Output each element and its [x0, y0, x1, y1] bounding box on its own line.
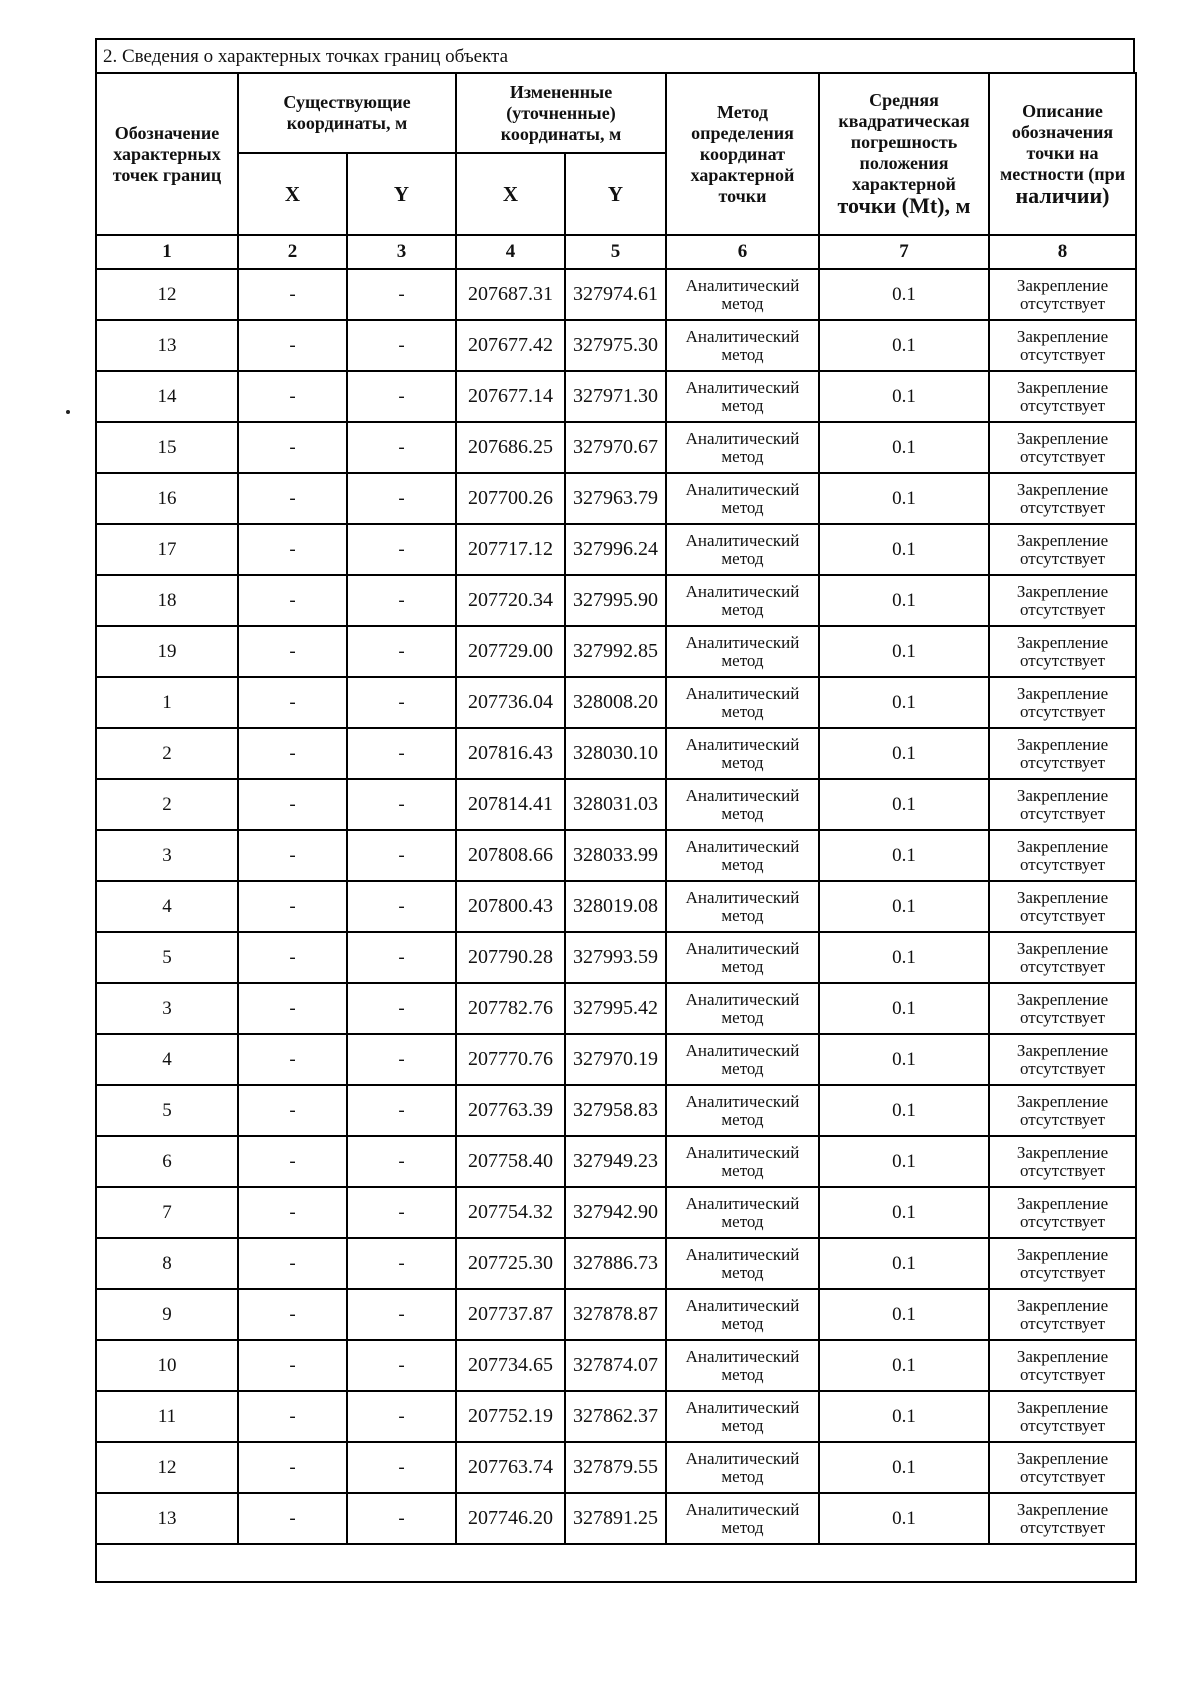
existing-x-cell: - [238, 422, 347, 473]
changed-y-cell: 328031.03 [565, 779, 666, 830]
changed-x-cell: 207790.28 [456, 932, 565, 983]
boundary-points-table-wrapper [95, 38, 1135, 1583]
mean-error-cell: 0.1 [819, 1187, 989, 1238]
existing-y-cell: - [347, 371, 456, 422]
table-row [96, 1238, 1136, 1289]
description-cell: Закрепление отсутствует [989, 881, 1136, 932]
column-number: 2 [238, 235, 347, 269]
changed-x-cell: 207808.66 [456, 830, 565, 881]
description-cell: Закрепление отсутствует [989, 320, 1136, 371]
changed-x-cell: 207758.40 [456, 1136, 565, 1187]
description-cell: Закрепление отсутствует [989, 1289, 1136, 1340]
existing-y-cell: - [347, 422, 456, 473]
method-cell: Аналитический метод [666, 1289, 819, 1340]
changed-x-cell: 207720.34 [456, 575, 565, 626]
description-cell: Закрепление отсутствует [989, 1034, 1136, 1085]
changed-y-cell: 327862.37 [565, 1391, 666, 1442]
method-cell: Аналитический метод [666, 1238, 819, 1289]
method-cell: Аналитический метод [666, 1442, 819, 1493]
method-cell: Аналитический метод [666, 626, 819, 677]
column-number: 5 [565, 235, 666, 269]
header-existing-y: Y [347, 153, 456, 235]
description-cell: Закрепление отсутствует [989, 983, 1136, 1034]
changed-x-cell: 207770.76 [456, 1034, 565, 1085]
existing-y-cell: - [347, 269, 456, 320]
existing-y-cell: - [347, 575, 456, 626]
point-number-cell: 15 [96, 422, 238, 473]
description-cell: Закрепление отсутствует [989, 626, 1136, 677]
changed-y-cell: 328019.08 [565, 881, 666, 932]
table-row [96, 1085, 1136, 1136]
changed-y-cell: 327886.73 [565, 1238, 666, 1289]
changed-x-cell: 207816.43 [456, 728, 565, 779]
mean-error-cell: 0.1 [819, 1136, 989, 1187]
point-number-cell: 7 [96, 1187, 238, 1238]
existing-y-cell: - [347, 1085, 456, 1136]
mean-error-cell: 0.1 [819, 779, 989, 830]
mean-error-cell: 0.1 [819, 1340, 989, 1391]
method-cell: Аналитический метод [666, 1493, 819, 1544]
changed-y-cell: 327995.90 [565, 575, 666, 626]
changed-y-cell: 327993.59 [565, 932, 666, 983]
existing-x-cell: - [238, 1238, 347, 1289]
mean-error-cell: 0.1 [819, 473, 989, 524]
existing-x-cell: - [238, 1442, 347, 1493]
method-cell: Аналитический метод [666, 269, 819, 320]
description-cell: Закрепление отсутствует [989, 1442, 1136, 1493]
mean-error-cell: 0.1 [819, 932, 989, 983]
changed-y-cell: 327963.79 [565, 473, 666, 524]
existing-y-cell: - [347, 1391, 456, 1442]
table-row [96, 1442, 1136, 1493]
existing-x-cell: - [238, 677, 347, 728]
changed-y-cell: 327879.55 [565, 1442, 666, 1493]
column-number: 3 [347, 235, 456, 269]
table-row [96, 1187, 1136, 1238]
existing-y-cell: - [347, 881, 456, 932]
changed-x-cell: 207677.42 [456, 320, 565, 371]
mean-error-cell: 0.1 [819, 677, 989, 728]
description-cell: Закрепление отсутствует [989, 728, 1136, 779]
existing-x-cell: - [238, 881, 347, 932]
header-point-designation: Обозначение характерных точек границ [96, 73, 238, 235]
changed-x-cell: 207677.14 [456, 371, 565, 422]
changed-x-cell: 207700.26 [456, 473, 565, 524]
table-row [96, 881, 1136, 932]
changed-x-cell: 207746.20 [456, 1493, 565, 1544]
point-number-cell: 1 [96, 677, 238, 728]
table-row [96, 983, 1136, 1034]
changed-y-cell: 327874.07 [565, 1340, 666, 1391]
header-changed-y: Y [565, 153, 666, 235]
changed-x-cell: 207729.00 [456, 626, 565, 677]
table-row [96, 1034, 1136, 1085]
method-cell: Аналитический метод [666, 1085, 819, 1136]
description-cell: Закрепление отсутствует [989, 371, 1136, 422]
table-row [96, 575, 1136, 626]
description-cell: Закрепление отсутствует [989, 779, 1136, 830]
column-number: 8 [989, 235, 1136, 269]
changed-y-cell: 328030.10 [565, 728, 666, 779]
description-cell: Закрепление отсутствует [989, 473, 1136, 524]
method-cell: Аналитический метод [666, 473, 819, 524]
method-cell: Аналитический метод [666, 1391, 819, 1442]
changed-x-cell: 207763.39 [456, 1085, 565, 1136]
existing-y-cell: - [347, 983, 456, 1034]
existing-x-cell: - [238, 728, 347, 779]
description-cell: Закрепление отсутствует [989, 1187, 1136, 1238]
table-row [96, 1136, 1136, 1187]
changed-y-cell: 327995.42 [565, 983, 666, 1034]
point-number-cell: 11 [96, 1391, 238, 1442]
header-mean-error-main: Средняя квадратическая погрешность положения характерной [838, 90, 970, 194]
method-cell: Аналитический метод [666, 524, 819, 575]
method-cell: Аналитический метод [666, 1136, 819, 1187]
column-number-row [96, 235, 1136, 269]
changed-x-cell: 207736.04 [456, 677, 565, 728]
existing-x-cell: - [238, 1187, 347, 1238]
changed-x-cell: 207737.87 [456, 1289, 565, 1340]
existing-x-cell: - [238, 1340, 347, 1391]
changed-y-cell: 328008.20 [565, 677, 666, 728]
method-cell: Аналитический метод [666, 677, 819, 728]
mean-error-cell: 0.1 [819, 320, 989, 371]
mean-error-cell: 0.1 [819, 422, 989, 473]
existing-x-cell: - [238, 830, 347, 881]
existing-x-cell: - [238, 779, 347, 830]
description-cell: Закрепление отсутствует [989, 932, 1136, 983]
point-number-cell: 6 [96, 1136, 238, 1187]
mean-error-cell: 0.1 [819, 1034, 989, 1085]
existing-y-cell: - [347, 626, 456, 677]
method-cell: Аналитический метод [666, 371, 819, 422]
point-number-cell: 9 [96, 1289, 238, 1340]
existing-x-cell: - [238, 1085, 347, 1136]
changed-x-cell: 207686.25 [456, 422, 565, 473]
changed-y-cell: 328033.99 [565, 830, 666, 881]
existing-x-cell: - [238, 1493, 347, 1544]
point-number-cell: 5 [96, 1085, 238, 1136]
table-footer-row [96, 1544, 1136, 1582]
header-description [989, 73, 1136, 235]
changed-x-cell: 207763.74 [456, 1442, 565, 1493]
description-cell: Закрепление отсутствует [989, 1340, 1136, 1391]
description-cell: Закрепление отсутствует [989, 1238, 1136, 1289]
mean-error-cell: 0.1 [819, 1238, 989, 1289]
existing-y-cell: - [347, 1034, 456, 1085]
existing-y-cell: - [347, 1493, 456, 1544]
column-number: 6 [666, 235, 819, 269]
existing-x-cell: - [238, 320, 347, 371]
point-number-cell: 16 [96, 473, 238, 524]
existing-x-cell: - [238, 575, 347, 626]
changed-y-cell: 327970.19 [565, 1034, 666, 1085]
description-cell: Закрепление отсутствует [989, 1085, 1136, 1136]
point-number-cell: 10 [96, 1340, 238, 1391]
method-cell: Аналитический метод [666, 1340, 819, 1391]
changed-x-cell: 207687.31 [456, 269, 565, 320]
existing-x-cell: - [238, 524, 347, 575]
point-number-cell: 18 [96, 575, 238, 626]
method-cell: Аналитический метод [666, 932, 819, 983]
point-number-cell: 4 [96, 1034, 238, 1085]
boundary-points-table [95, 72, 1137, 1583]
column-number: 7 [819, 235, 989, 269]
changed-y-cell: 327992.85 [565, 626, 666, 677]
existing-y-cell: - [347, 1187, 456, 1238]
point-number-cell: 4 [96, 881, 238, 932]
changed-x-cell: 207800.43 [456, 881, 565, 932]
header-changed-coords: Измененные (уточненные) координаты, м [456, 73, 666, 153]
method-cell: Аналитический метод [666, 575, 819, 626]
point-number-cell: 13 [96, 1493, 238, 1544]
mean-error-cell: 0.1 [819, 881, 989, 932]
column-number: 1 [96, 235, 238, 269]
existing-x-cell: - [238, 932, 347, 983]
table-row [96, 422, 1136, 473]
description-cell: Закрепление отсутствует [989, 677, 1136, 728]
table-row [96, 320, 1136, 371]
existing-x-cell: - [238, 983, 347, 1034]
point-number-cell: 17 [96, 524, 238, 575]
mean-error-cell: 0.1 [819, 575, 989, 626]
existing-x-cell: - [238, 269, 347, 320]
changed-x-cell: 207717.12 [456, 524, 565, 575]
changed-x-cell: 207814.41 [456, 779, 565, 830]
scan-speck [66, 410, 70, 414]
description-cell: Закрепление отсутствует [989, 1493, 1136, 1544]
method-cell: Аналитический метод [666, 320, 819, 371]
changed-y-cell: 327942.90 [565, 1187, 666, 1238]
method-cell: Аналитический метод [666, 422, 819, 473]
header-description-main: Описание обозначения точки на местности (при [999, 100, 1126, 184]
mean-error-cell: 0.1 [819, 1493, 989, 1544]
description-cell: Закрепление отсутствует [989, 524, 1136, 575]
method-cell: Аналитический метод [666, 779, 819, 830]
mean-error-cell: 0.1 [819, 1442, 989, 1493]
changed-y-cell: 327878.87 [565, 1289, 666, 1340]
existing-y-cell: - [347, 677, 456, 728]
method-cell: Аналитический метод [666, 1034, 819, 1085]
table-row [96, 830, 1136, 881]
changed-x-cell: 207752.19 [456, 1391, 565, 1442]
existing-y-cell: - [347, 1289, 456, 1340]
description-cell: Закрепление отсутствует [989, 422, 1136, 473]
mean-error-cell: 0.1 [819, 983, 989, 1034]
column-number: 4 [456, 235, 565, 269]
method-cell: Аналитический метод [666, 983, 819, 1034]
section-title: 2. Сведения о характерных точках границ объекта [95, 38, 1135, 72]
table-row [96, 473, 1136, 524]
header-existing-x: X [238, 153, 347, 235]
table-row [96, 728, 1136, 779]
point-number-cell: 12 [96, 269, 238, 320]
existing-x-cell: - [238, 1136, 347, 1187]
existing-y-cell: - [347, 1238, 456, 1289]
header-mean-error-tail: точки (Mt), м [837, 193, 971, 218]
existing-y-cell: - [347, 1136, 456, 1187]
table-row [96, 524, 1136, 575]
mean-error-cell: 0.1 [819, 1289, 989, 1340]
existing-y-cell: - [347, 932, 456, 983]
description-cell: Закрепление отсутствует [989, 575, 1136, 626]
existing-y-cell: - [347, 473, 456, 524]
changed-y-cell: 327891.25 [565, 1493, 666, 1544]
existing-x-cell: - [238, 371, 347, 422]
changed-y-cell: 327996.24 [565, 524, 666, 575]
method-cell: Аналитический метод [666, 830, 819, 881]
changed-x-cell: 207782.76 [456, 983, 565, 1034]
point-number-cell: 19 [96, 626, 238, 677]
point-number-cell: 5 [96, 932, 238, 983]
mean-error-cell: 0.1 [819, 728, 989, 779]
existing-y-cell: - [347, 1442, 456, 1493]
point-number-cell: 12 [96, 1442, 238, 1493]
mean-error-cell: 0.1 [819, 371, 989, 422]
method-cell: Аналитический метод [666, 728, 819, 779]
mean-error-cell: 0.1 [819, 524, 989, 575]
table-row [96, 1391, 1136, 1442]
point-number-cell: 2 [96, 728, 238, 779]
changed-y-cell: 327958.83 [565, 1085, 666, 1136]
table-row [96, 1493, 1136, 1544]
existing-x-cell: - [238, 626, 347, 677]
method-cell: Аналитический метод [666, 881, 819, 932]
existing-y-cell: - [347, 320, 456, 371]
existing-x-cell: - [238, 1034, 347, 1085]
existing-y-cell: - [347, 524, 456, 575]
point-number-cell: 14 [96, 371, 238, 422]
mean-error-cell: 0.1 [819, 1391, 989, 1442]
changed-x-cell: 207754.32 [456, 1187, 565, 1238]
header-description-tail: наличии) [1015, 182, 1110, 208]
changed-y-cell: 327974.61 [565, 269, 666, 320]
description-cell: Закрепление отсутствует [989, 1391, 1136, 1442]
point-number-cell: 8 [96, 1238, 238, 1289]
table-row [96, 1340, 1136, 1391]
point-number-cell: 3 [96, 830, 238, 881]
description-cell: Закрепление отсутствует [989, 1136, 1136, 1187]
table-row [96, 269, 1136, 320]
changed-y-cell: 327975.30 [565, 320, 666, 371]
method-cell: Аналитический метод [666, 1187, 819, 1238]
changed-y-cell: 327949.23 [565, 1136, 666, 1187]
existing-x-cell: - [238, 1391, 347, 1442]
changed-x-cell: 207734.65 [456, 1340, 565, 1391]
description-cell: Закрепление отсутствует [989, 269, 1136, 320]
header-changed-x: X [456, 153, 565, 235]
changed-y-cell: 327970.67 [565, 422, 666, 473]
existing-x-cell: - [238, 1289, 347, 1340]
point-number-cell: 13 [96, 320, 238, 371]
table-footer-cell [96, 1544, 1136, 1582]
description-cell: Закрепление отсутствует [989, 830, 1136, 881]
existing-y-cell: - [347, 779, 456, 830]
point-number-cell: 2 [96, 779, 238, 830]
mean-error-cell: 0.1 [819, 626, 989, 677]
table-row [96, 779, 1136, 830]
changed-x-cell: 207725.30 [456, 1238, 565, 1289]
table-row [96, 626, 1136, 677]
existing-y-cell: - [347, 830, 456, 881]
table-row [96, 677, 1136, 728]
existing-y-cell: - [347, 728, 456, 779]
header-mean-error [819, 73, 989, 235]
header-method: Метод определения координат характерной точки [666, 73, 819, 235]
table-row [96, 932, 1136, 983]
header-existing-coords: Существующие координаты, м [238, 73, 456, 153]
table-row [96, 1289, 1136, 1340]
mean-error-cell: 0.1 [819, 830, 989, 881]
mean-error-cell: 0.1 [819, 1085, 989, 1136]
point-number-cell: 3 [96, 983, 238, 1034]
table-row [96, 371, 1136, 422]
changed-y-cell: 327971.30 [565, 371, 666, 422]
existing-x-cell: - [238, 473, 347, 524]
existing-y-cell: - [347, 1340, 456, 1391]
mean-error-cell: 0.1 [819, 269, 989, 320]
